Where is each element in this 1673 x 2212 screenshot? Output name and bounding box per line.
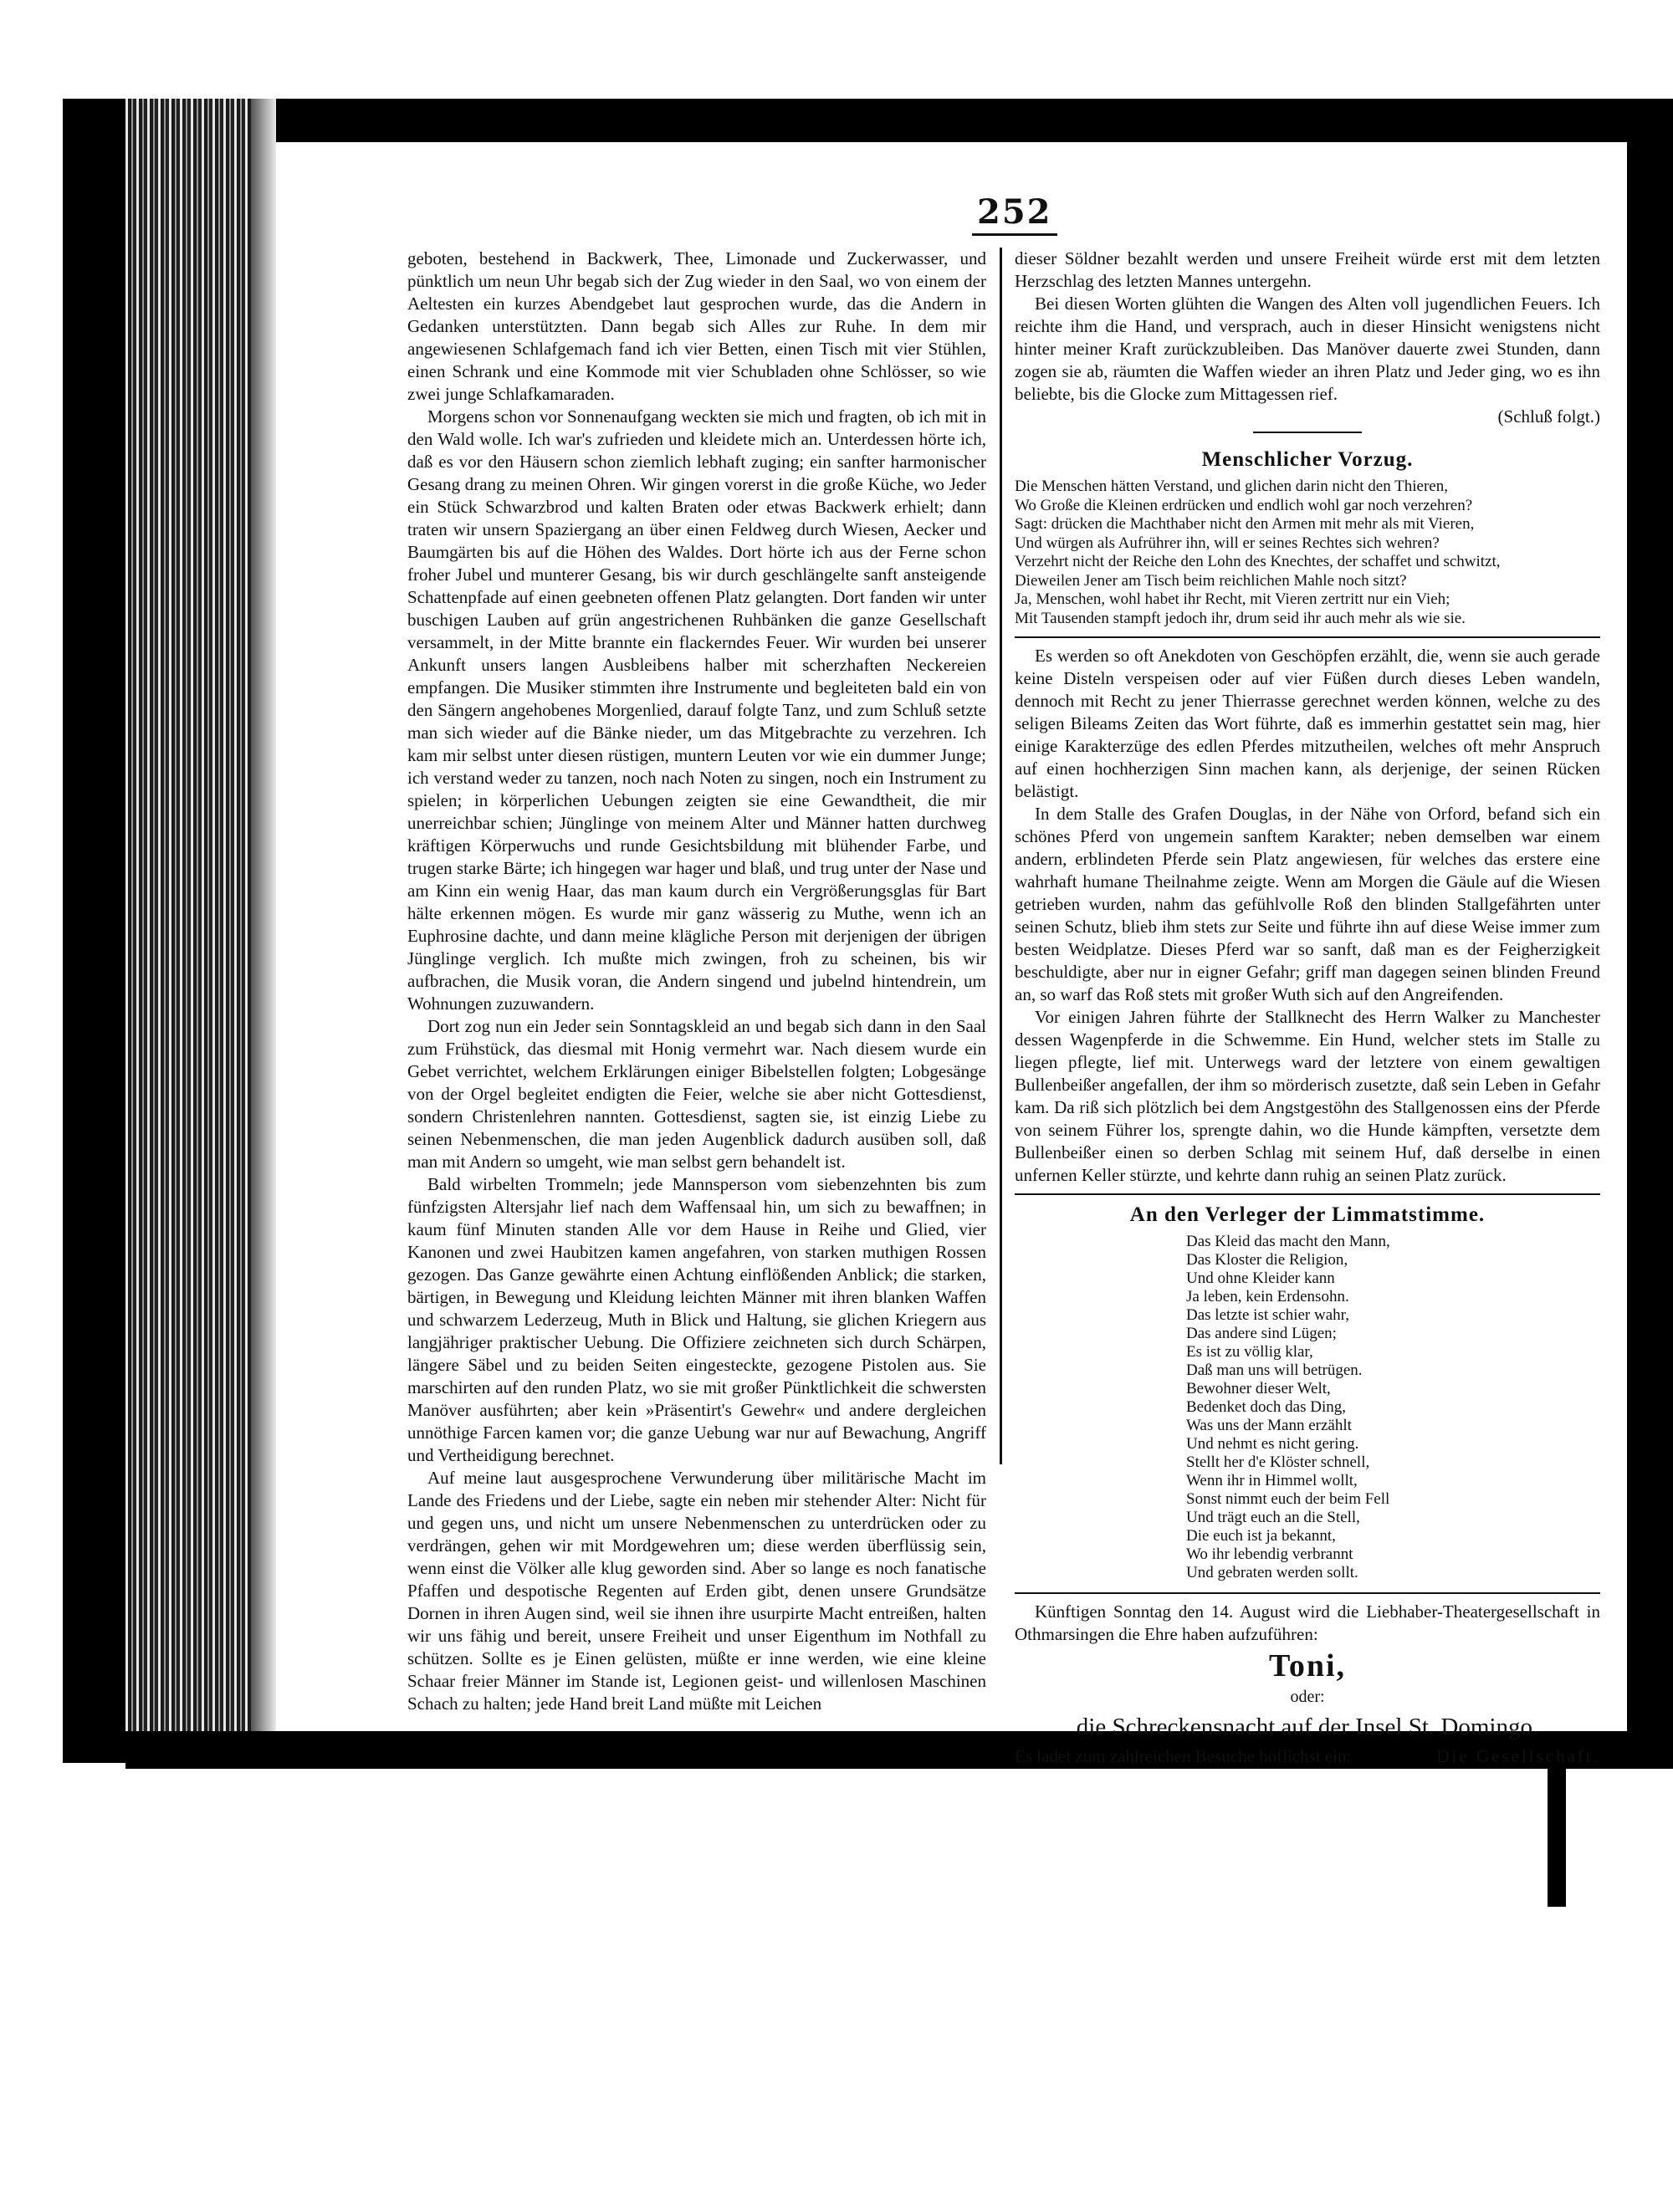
ad-closing: Es ladet zum zahlreichen Besuche höflichst ein: (1015, 1746, 1352, 1766)
poem2-line: Was uns der Mann erzählt (1186, 1417, 1352, 1434)
column-divider (1000, 248, 1002, 1464)
left-paragraph: Bald wirbelten Trommeln; jede Mannsperson vom siebenzehnten bis zum fünfzigsten Altersjahr lief nach dem Waffensaal hin, um sich zu bewaffnen; in kaum fünf Minuten standen Alle vor dem Hause in Reihe und Glied, vier Kanonen und zwei Haubitzen kamen angefahren, von starken muthigen Rossen gezogen. Das Ganze gewährte einen Achtung einflößenden Anblick; die starken, bärtigen, in Bewegung und Kleidung leichten Männer mit ihren blanken Waffen und schwarzem Lederzeug, Muth in Blick und Haltung, sie glichen Kriegern aus langjähriger praktischer Uebung. Die Offiziere zeichneten sich durch Schärpen, längere Säbel und zu beiden Seiten eingesteckte, gezogene Pistolen aus. Sie marschirten auf den runden Platz, wo sie mit großer Pünktlichkeit die schwersten Manöver ausführten; aber kein »Präsentirt's Gewehr« und andere dergleichen unnöthige Farcen kamen vor; die ganze Uebung war nur auf Bewachung, Angriff und Vertheidigung berechnet. (407, 1174, 986, 1465)
poem1-line: Mit Tausenden stampft jedoch ihr, drum seid ihr auch mehr als wie sie. (1015, 609, 1466, 627)
section-rule (1015, 1592, 1600, 1594)
poem2-line: Und nehmt es nicht gering. (1186, 1435, 1359, 1453)
poem2-line: Das andere sind Lügen; (1186, 1325, 1337, 1342)
poem2-line: Die euch ist ja bekannt, (1186, 1527, 1336, 1545)
poem2-line: Bewohner dieser Welt, (1186, 1380, 1331, 1397)
scan-right-border (1627, 99, 1673, 1767)
poem1-line: Dieweilen Jener am Tisch beim reichlichen Mahle noch sitzt? (1015, 571, 1407, 590)
left-paragraph: geboten, bestehend in Backwerk, Thee, Limonade und Zuckerwasser, und pünktlich um neun Uhr begab sich der Zug wieder in den Saal, wo von einem der Aeltesten ein kurzes Abendgebet laut gesprochen wurde, das die Andern in Gedanken unterstützten. Dann begab sich Alles zur Ruhe. In dem mir angewiesenen Schlafgemach fand ich vier Betten, einen Tisch mit vier Stühlen, einen Schrank und eine Kommode mit vier Schubladen ohne Schlösser, so wie zwei junge Schlafkamaraden. (407, 248, 986, 404)
poem2-line: Ja leben, kein Erdensohn. (1186, 1288, 1349, 1305)
ad-subtitle: die Schreckensnacht auf der Insel St. Domingo. (1076, 1714, 1539, 1740)
left-paragraph: Morgens schon vor Sonnenaufgang weckten sie mich und fragten, ob ich mit in den Wald wolle. Ich war's zufrieden und kleidete mich an. Unterdessen hörte ich, daß es vor den Häusern schon ziemlich lebhaft zuging; ein sanfter harmonischer Gesang drang zu meinen Ohren. Wir gingen vorerst in die große Küche, wo Jeder ein Stück Schwarzbrod und kalten Braten oder etwas Backwerk erhielt; dann traten wir unsern Spaziergang an über einen Feldweg durch Wiesen, Aecker und Baumgärten bis auf die Höhen des Waldes. Dort hörte ich aus der Ferne schon froher Jubel und munterer Gesang, bis wir durch geschlängelte sanft ansteigende Schattenpfade auf einen geebneten offenen Platz gelangten. Dort fanden wir unter buschigen Lauben auf grün angestrichenen Ruhbänken die ganze Gesellschaft versammelt, in der Mitte brannte ein flackerndes Feuer. Wir wurden bei unserer Ankunft unsers langen Ausbleibens halber mit scherzhaften Neckereien empfangen. Die Musiker stimmten ihre Instrumente und begleiteten bald ein von den Sängern angehobenes Morgenlied, darauf folgte Tanz, und zum Schluß setzte man sich wieder auf die Bänke nieder, um das Mitgebrachte zu verzehren. Ich kam mir selbst unter diesen rüstigen, muntern Leuten vor wie ein dummer Junge; ich verstand weder zu tanzen, noch nach Noten zu singen, noch ein Instrument zu spielen; in körperlichen Uebungen zeigten sie eine Gewandtheit, die mir unerreichbar schien; Jünglinge von meinem Alter und Männer hatten durchweg kräftigen Körperwuchs und runde Gesichtsbildung mit blühender Farbe, und trugen starke Bärte; ich hingegen war hager und blaß, und trug unter der Nase und am Kinn ein wenig Haar, das man kaum durch ein Vergrößerungsglas für Bart hälte erkennen mögen. Es wurde mir ganz wässerig zu Muthe, wenn ich an Euphrosine dachte, und dann meine klägliche Person mit derjenigen der übrigen Jünglinge verglich. Ich mußte mich zwingen, froh zu scheinen, bis wir aufbrachen, die Musik voran, die Andern singend und jubelnd hintendrein, um Wohnungen zuzuwandern. (407, 406, 986, 1014)
poem1-title: Menschlicher Vorzug. (1201, 448, 1414, 471)
poem2-line: Sonst nimmt euch der beim Fell (1186, 1490, 1390, 1508)
continuation-sign: (Schluß folgt.) (1497, 406, 1600, 427)
poem2-line: Und gebraten werden sollt. (1186, 1564, 1358, 1581)
poem2-line: Das Kloster die Religion, (1186, 1251, 1348, 1269)
poem2-line: Bedenket doch das Ding, (1186, 1398, 1347, 1416)
short-rule (1253, 432, 1362, 433)
ad-title: Toni, (1268, 1648, 1347, 1683)
poem1-line: Die Menschen hätten Verstand, und glichen darin nicht den Thieren, (1015, 478, 1448, 495)
ad-closing-line (1015, 1745, 1600, 1768)
continuation-paragraph: Bei diesen Worten glühten die Wangen des Alten voll jugendlichen Feuers. Ich reichte ihm die Hand, und versprach, auch in dieser Hinsicht wenigstens nicht hinter meiner Kraft zurückzubleiben. Das Manöver dauerte zwei Stunden, dann zogen sie ab, räumten die Waffen wieder an ihren Platz und Jeder ging, wo es ihn beliebte, bis die Glocke zum Mittagessen rief. (1015, 294, 1600, 404)
ad-intro: Künftigen Sonntag den 14. August wird die Liebhaber-Theatergesellschaft in Othmarsingen die Ehre haben aufzuführen: (1015, 1602, 1600, 1644)
poem2-line: Stellt her d'e Klöster schnell, (1186, 1453, 1370, 1471)
scan-lower-edge-mark (1548, 1765, 1566, 1907)
poem1-line: Sagt: drücken die Machthaber nicht den Armen mit mehr als mit Vieren, (1015, 515, 1475, 533)
poem2-title: An den Verleger der Limmatstimme. (1129, 1203, 1486, 1226)
theatre-advertisement (1015, 1601, 1600, 1768)
poem2 (1186, 1233, 1429, 1582)
scan-top-border (63, 99, 1673, 142)
poem1-line: Verzehrt nicht der Reiche den Lohn des Knechtes, der schaffet und schwitzt, (1015, 553, 1501, 570)
left-paragraph: Dort zog nun ein Jeder sein Sonntagskleid an und begab sich dann in den Saal zum Frühstück, das diesmal mit Honig vermehrt war. Nach diesem wurde ein Gebet verrichtet, welchem Erklärungen einiger Bibelstellen folgten; Lobgesänge von der Orgel begleitet endigten die Feier, welche sie aber nicht Gottesdienst, sondern Christenlehren nannten. Gottesdienst, sagten sie, ist einzig Liebe zu seinen Nebenmenschen, die man jeden Augenblick dadurch ausüben soll, daß man mit Andern so umgeht, wie man selbst gern behandelt ist. (407, 1016, 986, 1172)
section-rule (1015, 1193, 1600, 1195)
ad-or: oder: (1290, 1688, 1325, 1706)
continuation-paragraph: dieser Söldner bezahlt werden und unsere Freiheit würde erst mit dem letzten Herzschlag des letzten Mannes untergehn. (1015, 248, 1600, 291)
anecdote-paragraph: Vor einigen Jahren führte der Stallknecht des Herrn Walker zu Manchester dessen Wagenpferde in die Schwemme. Ein Hund, welcher stets im Stalle zu liegen pflegte, lief mit. Unterwegs ward der letztere von einem gewaltigen Bullenbeißer angefallen, der ihm so mörderisch zusetzte, daß sein Leben in Gefahr kam. Da riß sich plötzlich bei dem Angstgestöhn des Stallgenossen eins der Pferde von seinem Führer los, sprengte dahin, wo die Hunde kämpften, versetzte dem Bullenbeißer einen so derben Schlag mit seinem Huf, daß derselbe in einen unfernen Keller stürzte, und kehrte dann ruhig an seinen Platz zurück. (1015, 1007, 1600, 1185)
page-number: 252 (972, 192, 1057, 236)
poem2-line: Und ohne Kleider kann (1186, 1269, 1335, 1287)
poem1-line: Und würgen als Aufrührer ihn, will er seines Rechtes sich wehren? (1015, 534, 1440, 552)
right-column (1015, 248, 1600, 1768)
poem2-line: Wenn ihr in Himmel wollt, (1186, 1472, 1358, 1489)
book-gutter-shadow (251, 99, 276, 1763)
poem1-line: Ja, Menschen, wohl habet ihr Recht, mit Vieren zertritt nur ein Vieh; (1015, 590, 1450, 608)
poem1-line: Wo Große die Kleinen erdrücken und endlich wohl gar noch verzehren? (1015, 496, 1473, 514)
section-rule (1015, 636, 1600, 638)
poem2-line: Das Kleid das macht den Mann, (1186, 1233, 1390, 1250)
poem2-line: Das letzte ist schier wahr, (1186, 1306, 1349, 1324)
left-column (407, 248, 986, 1715)
book-page-edges (125, 99, 259, 1763)
anecdote-paragraph: In dem Stalle des Grafen Douglas, in der Nähe von Orford, befand sich ein schönes Pferd von ungemein sanftem Karakter; neben demselben war einem andern, erblindeten Pferde sein Platz angewiesen, für welches das erstere eine wahrhaft humane Theilnahme zeigte. Wenn am Morgen die Gäule auf die Wiesen getrieben wurden, nahm das gefühlvolle Roß den blinden Stallgefährten unter seinen Schutz, blieb ihm stets zur Seite und führte ihn auf diese Weise immer zum besten Weidplatze. Dieses Pferd war so sanft, daß man es der Feigherzigkeit beschuldigte, aber nur in eigner Gefahr; griff man dagegen seinen blinden Freund an, so warf das Roß stets mit großer Wuth sich auf den Angreifenden. (1015, 804, 1600, 1004)
poem2-line: Und trägt euch an die Stell, (1186, 1509, 1360, 1526)
poem2-line: Es ist zu völlig klar, (1186, 1343, 1313, 1361)
ad-signature: Die Gesellschaft. (1436, 1746, 1600, 1766)
anecdote-paragraph: Es werden so oft Anekdoten von Geschöpfen erzählt, die, wenn sie auch gerade keine Disteln verspeisen oder auf vier Füßen durch dieses Leben wandeln, dennoch mit Recht zu jener Thierrasse gerechnet werden können, welche zu des seligen Bileams Zeiten das Wort führte, daß es immerhin gestattet sein mag, hier einige Karakterzüge des edlen Pferdes mitzutheilen, welches oft mehr Anspruch auf einen hochherzigen Sinn machen kann, als derjenige, der seinen Rücken belästigt. (1015, 646, 1600, 801)
poem2-line: Daß man uns will betrügen. (1186, 1361, 1363, 1379)
scan-left-border (63, 99, 130, 1763)
poem1 (1015, 478, 1600, 628)
left-paragraph: Auf meine laut ausgesprochene Verwunderung über militärische Macht im Lande des Friedens und der Liebe, sagte ein neben mir stehender Alter: Nicht für und gegen uns, und nicht um unsere Nebenmenschen zu unterdrücken oder zu verdrängen, gehen wir mit Mordgewehren um; diese werden überflüssig sein, wenn einst die Völker alle klug geworden sind. Aber so lange es noch fanatische Pfaffen und despotische Regenten auf Erden gibt, denen unsere Grundsätze Dornen in ihren Augen sind, weil sie ihnen ihre usurpirte Macht entreißen, halten wir uns fähig und bereit, unsere Freiheit und unser Eigenthum im Nothfall zu schützen. Sollte es je Einen gelüsten, müßte er inne werden, wie eine kleine Schaar freier Männer im Stande ist, Legionen geist- und willenlosen Maschinen Schach zu halten; jede Hand breit Land müßte mit Leichen (407, 1468, 986, 1714)
poem2-line: Wo ihr lebendig verbrannt (1186, 1545, 1353, 1563)
